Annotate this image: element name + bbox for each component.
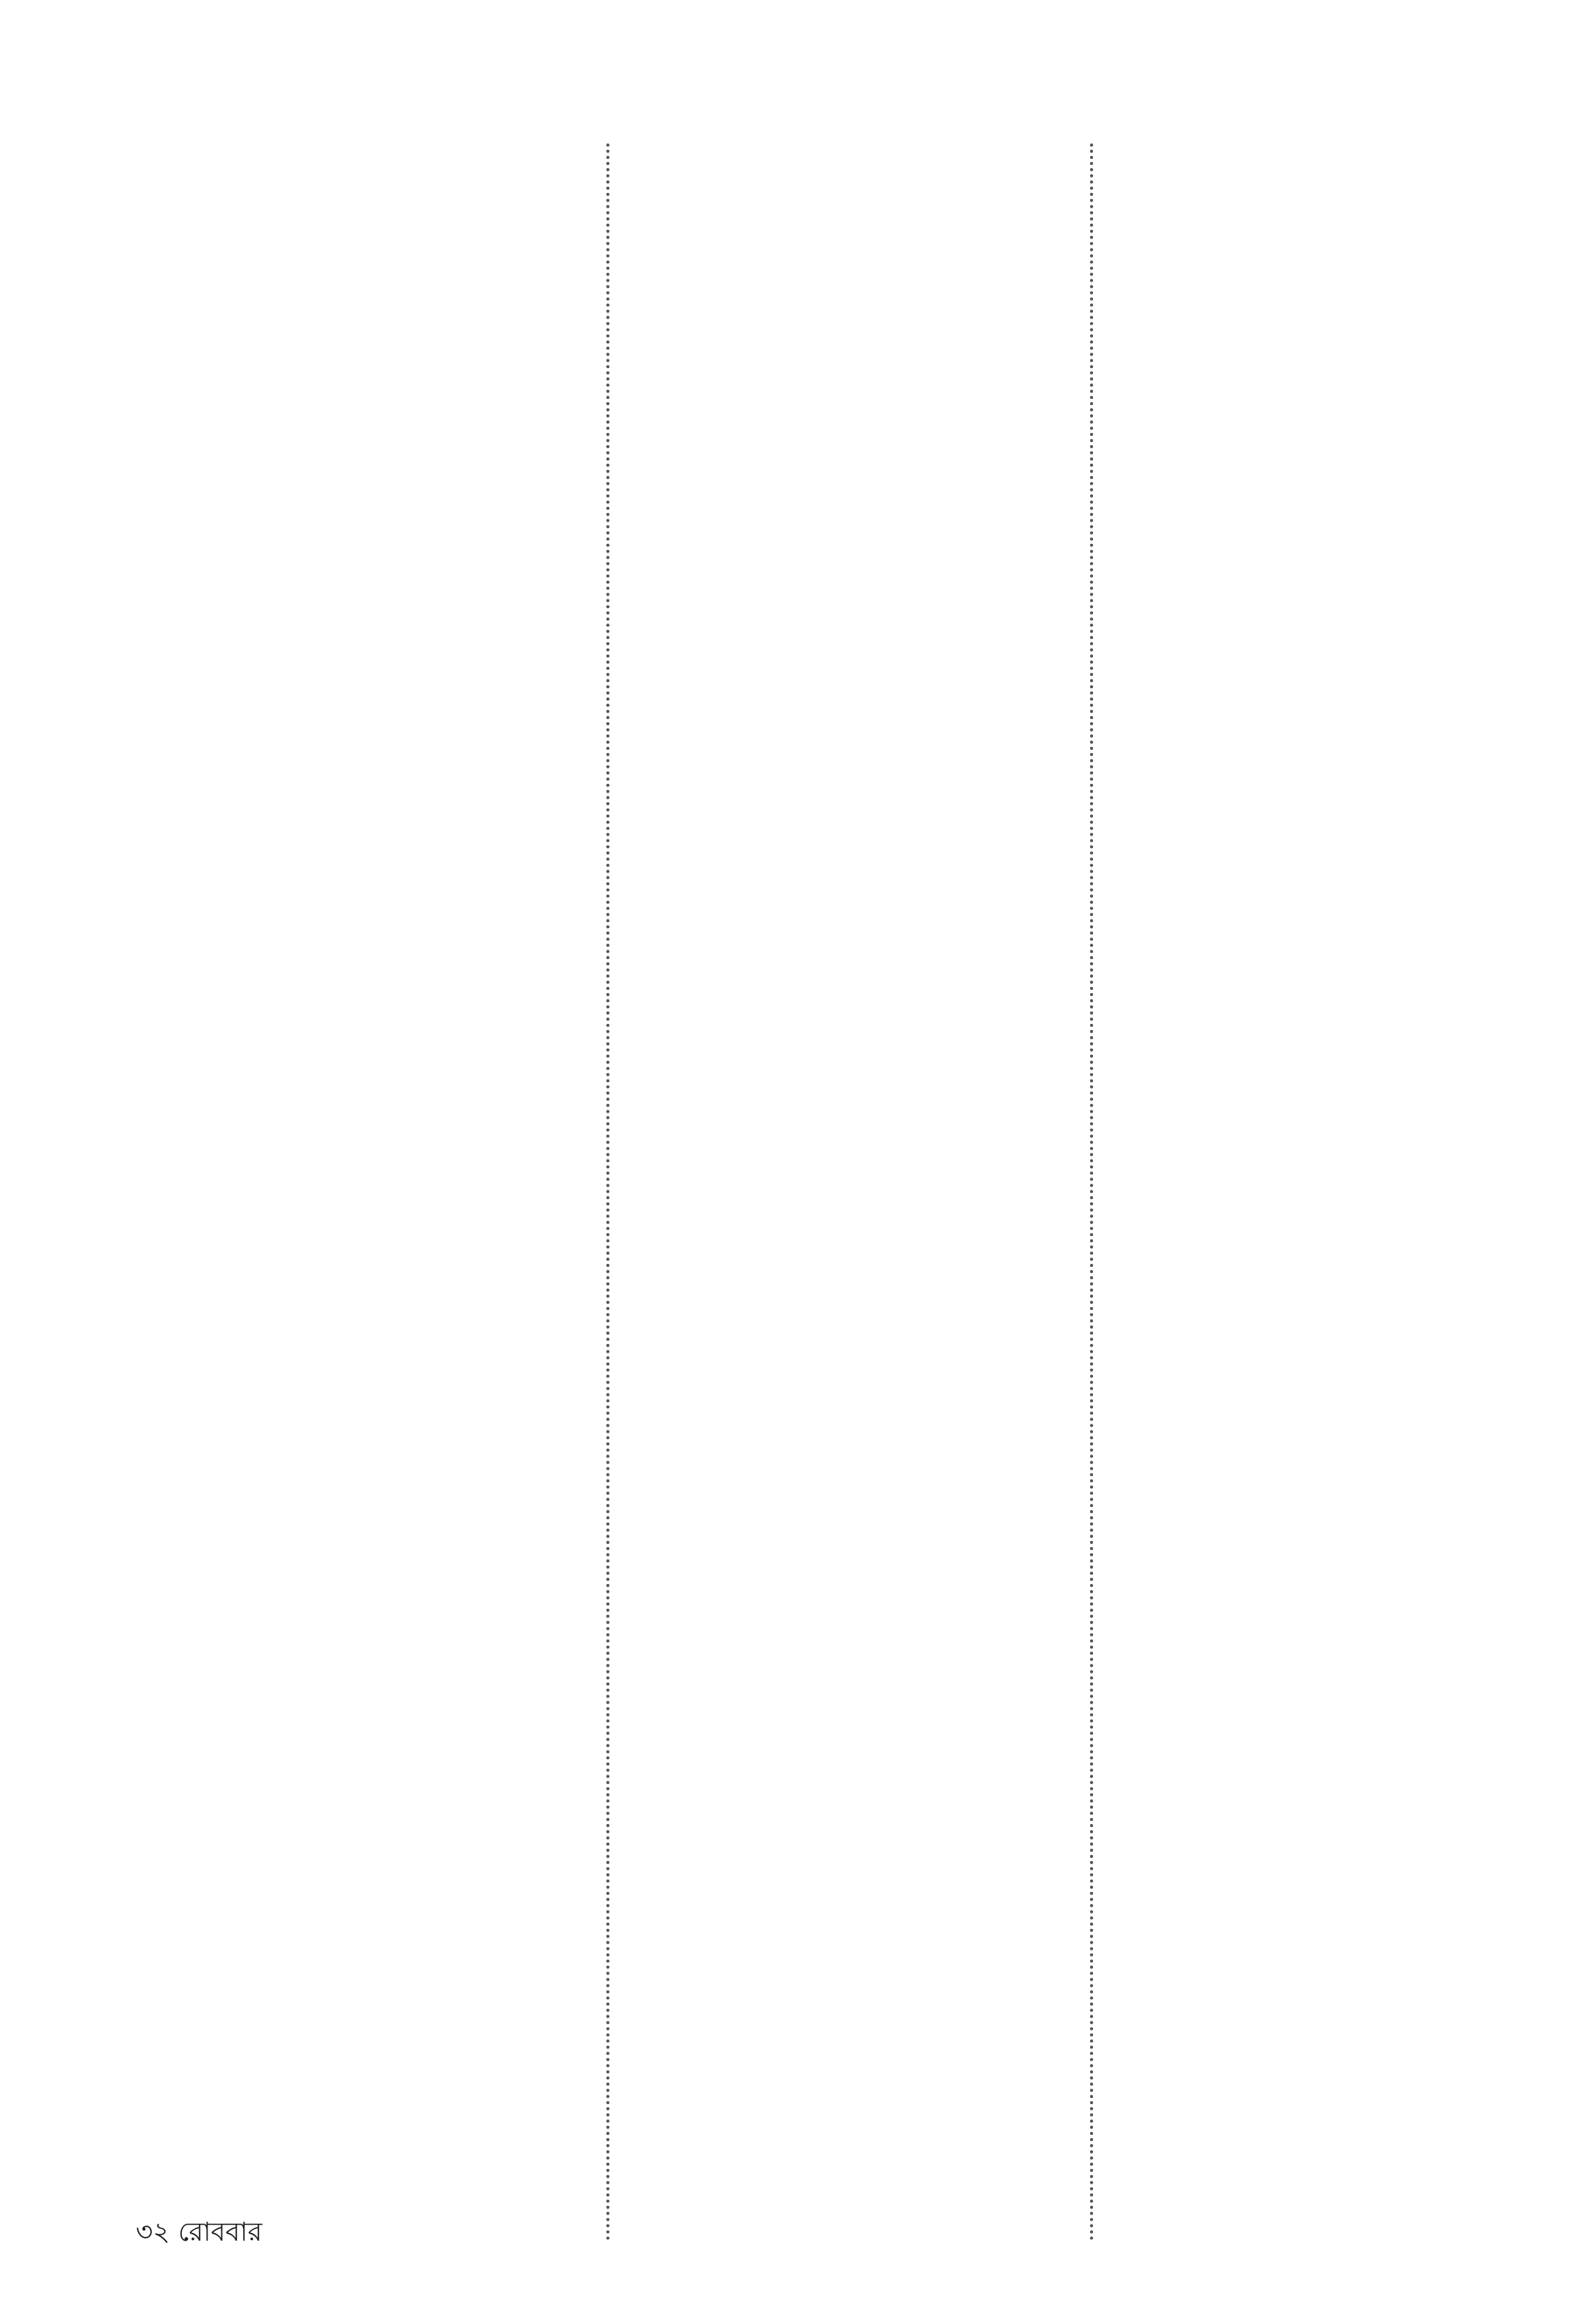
column-rule	[606, 144, 609, 2242]
article-column-2	[619, 144, 1078, 2199]
article-body	[136, 144, 1571, 2199]
article-column-3	[1102, 144, 1561, 2199]
page-footer: ৩২ রোববার	[136, 2217, 262, 2248]
column-rule	[1090, 144, 1093, 2242]
article-column-1	[136, 144, 596, 2199]
